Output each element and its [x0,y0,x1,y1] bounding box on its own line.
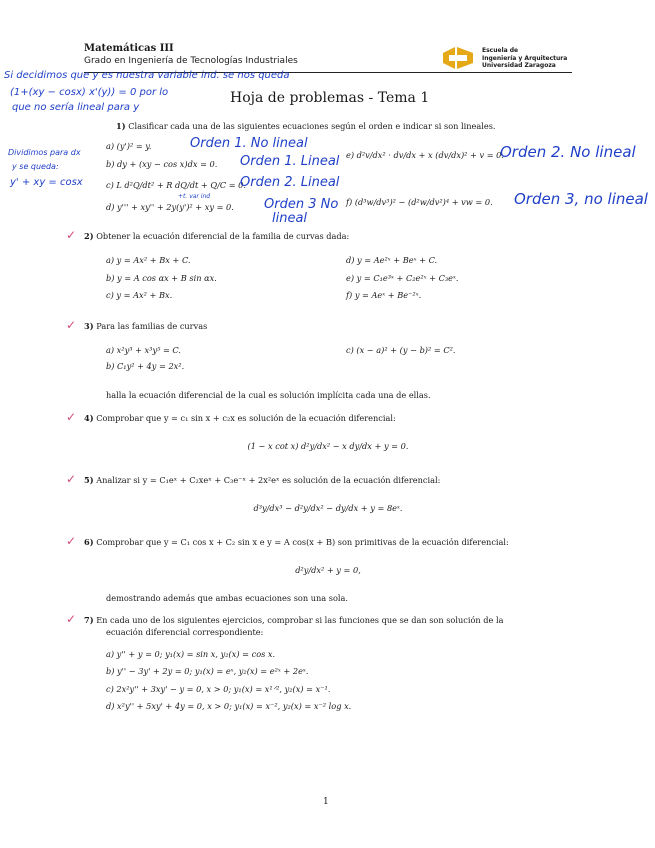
problem-4-number: 4) [84,413,94,423]
problem-2-statement [84,231,349,241]
document-title: Hoja de problemas - Tema 1 [230,90,430,106]
problem-5-number: 5) [84,475,94,485]
degree-subtitle: Grado en Ingeniería de Tecnologías Industriales [84,56,298,66]
handwritten-note-line-1: Si decidimos que y es nuestra variable ind. se nos queda [4,70,290,81]
check-mark-5: ✓ [66,472,77,486]
handwritten-note-line-3: que no sería lineal para y [12,102,140,113]
problem-1-statement [116,121,496,131]
handwritten-answer-c: Orden 2. Lineal [240,175,340,190]
logo-text [482,47,572,70]
problem-5-text: Analizar si y = C₁eˣ + C₂xeˣ + C₃e⁻ˣ + 2x²eˣ es solución de la ecuación diferencial: [96,475,441,485]
problem-7-text-1: En cada uno de los siguientes ejercicios, comprobar si las funciones que se dan son solución de la [96,615,504,625]
problem-2-f: f) y = Aeˣ + Be⁻²ˣ. [346,290,422,300]
logo-line-1: Escuela de [482,47,519,54]
page-number: 1 [323,797,329,807]
problem-2-e: e) y = C₁e³ˣ + C₂e²ˣ + C₃eˣ. [346,273,459,283]
problem-5-equation: d³y/dx³ − d²y/dx² − dy/dx + y = 8eˣ. [253,503,403,513]
problem-6-text: Comprobar que y = C₁ cos x + C₂ sin x e y = A cos(x + B) son primitivas de la ecuación diferencial: [96,537,509,547]
problem-2-number: 2) [84,231,94,241]
problem-7-c: c) 2x²y'' + 3xy' − y = 0, x > 0; y₁(x) = x¹ᐟ², y₂(x) = x⁻¹. [106,684,331,694]
problem-4-statement [84,413,396,423]
check-mark-7: ✓ [66,612,77,626]
handwritten-answer-b: Orden 1. Lineal [240,154,340,169]
problem-7-number: 7) [84,615,94,625]
problem-2-a: a) y = Ax² + Bx + C. [106,255,191,265]
handwritten-answer-a: Orden 1. No lineal [190,136,308,151]
handwritten-tiny-note: +t. var ind [178,193,211,200]
handwritten-answer-f: Orden 3, no lineal [514,190,648,208]
problem-4-equation: (1 − x cot x) d²y/dx² − x dy/dx + y = 0. [247,441,409,451]
check-mark-2: ✓ [66,228,77,242]
problem-1-a: a) (y')² = y. [106,141,152,151]
problem-2-b: b) y = A cos αx + B sin αx. [106,273,217,283]
problem-6-statement [84,537,509,547]
course-title: Matemáticas III [84,43,174,54]
problem-3-b: b) C₁y² + 4y = 2x². [106,361,185,371]
problem-3-a: a) x²y³ + x³y⁵ = C. [106,345,181,355]
problem-3-statement [84,321,207,331]
logo-line-3: Universidad Zaragoza [482,62,556,69]
problem-6-equation: d²y/dx² + y = 0, [295,565,361,575]
problem-3-c: c) (x − a)² + (y − b)² = C². [346,345,456,355]
problem-1-number: 1) [116,121,126,131]
handwritten-answer-d-2: lineal [272,211,308,226]
check-mark-4: ✓ [66,410,77,424]
problem-4-text: Comprobar que y = c₁ sin x + c₂x es solución de la ecuación diferencial: [96,413,396,423]
problem-7-a: a) y'' + y = 0; y₁(x) = sin x, y₂(x) = cos x. [106,649,276,659]
handwritten-answer-e: Orden 2. No lineal [500,143,636,161]
problem-1-f: f) (d³w/dv³)² − (d²w/dv²)⁴ + vw = 0. [346,197,493,207]
handwritten-note-line-2: (1+(xy − cosx) x'(y)) = 0 por lo [10,87,169,98]
problem-2-text: Obtener la ecuación diferencial de la familia de curvas dada: [96,231,350,241]
problem-1-c: c) L d²Q/dt² + R dQ/dt + Q/C = 0. [106,180,246,190]
handwritten-side-line-1: Dividimos para dx [8,148,81,157]
problem-3-number: 3) [84,321,94,331]
problem-2-c: c) y = Ax² + Bx. [106,290,173,300]
handwritten-answer-d-1: Orden 3 No [264,197,339,212]
problem-6-tail: demostrando además que ambas ecuaciones son una sola. [106,593,348,603]
problem-7-d: d) x²y'' + 5xy' + 4y = 0, x > 0; y₁(x) = x⁻², y₂(x) = x⁻² log x. [106,701,352,711]
check-mark-6: ✓ [66,534,77,548]
logo-line-2: Ingeniería y Arquitectura [482,54,568,62]
problem-1-d: d) y''' + xy'' + 2y(y')² + xy = 0. [106,202,234,212]
problem-5-statement [84,475,440,485]
problem-1-b: b) dy + (xy − cos x)dx = 0. [106,159,218,169]
university-logo-icon [441,43,475,73]
check-mark-3: ✓ [66,318,77,332]
problem-3-tail: halla la ecuación diferencial de la cual es solución implícita cada una de ellas. [106,390,431,400]
problem-7-b: b) y'' − 3y' + 2y = 0; y₁(x) = eˣ, y₂(x) = e²ˣ + 2eˣ. [106,666,309,676]
problem-6-number: 6) [84,537,94,547]
handwritten-side-line-2: y se queda: [12,162,59,171]
problem-7-statement [84,615,503,625]
problem-1-text: Clasificar cada una de las siguientes ecuaciones según el orden e indicar si son lineales. [128,121,496,131]
problem-2-d: d) y = Ae²ˣ + Beˣ + C. [346,255,438,265]
problem-1-e: e) d²v/dx² · dv/dx + x (dv/dx)² + v = 0. [346,150,504,160]
problem-7-text-2: ecuación diferencial correspondiente: [106,627,264,637]
handwritten-side-line-3: y' + xy = cosx [10,177,83,188]
problem-3-text: Para las familias de curvas [96,321,208,331]
